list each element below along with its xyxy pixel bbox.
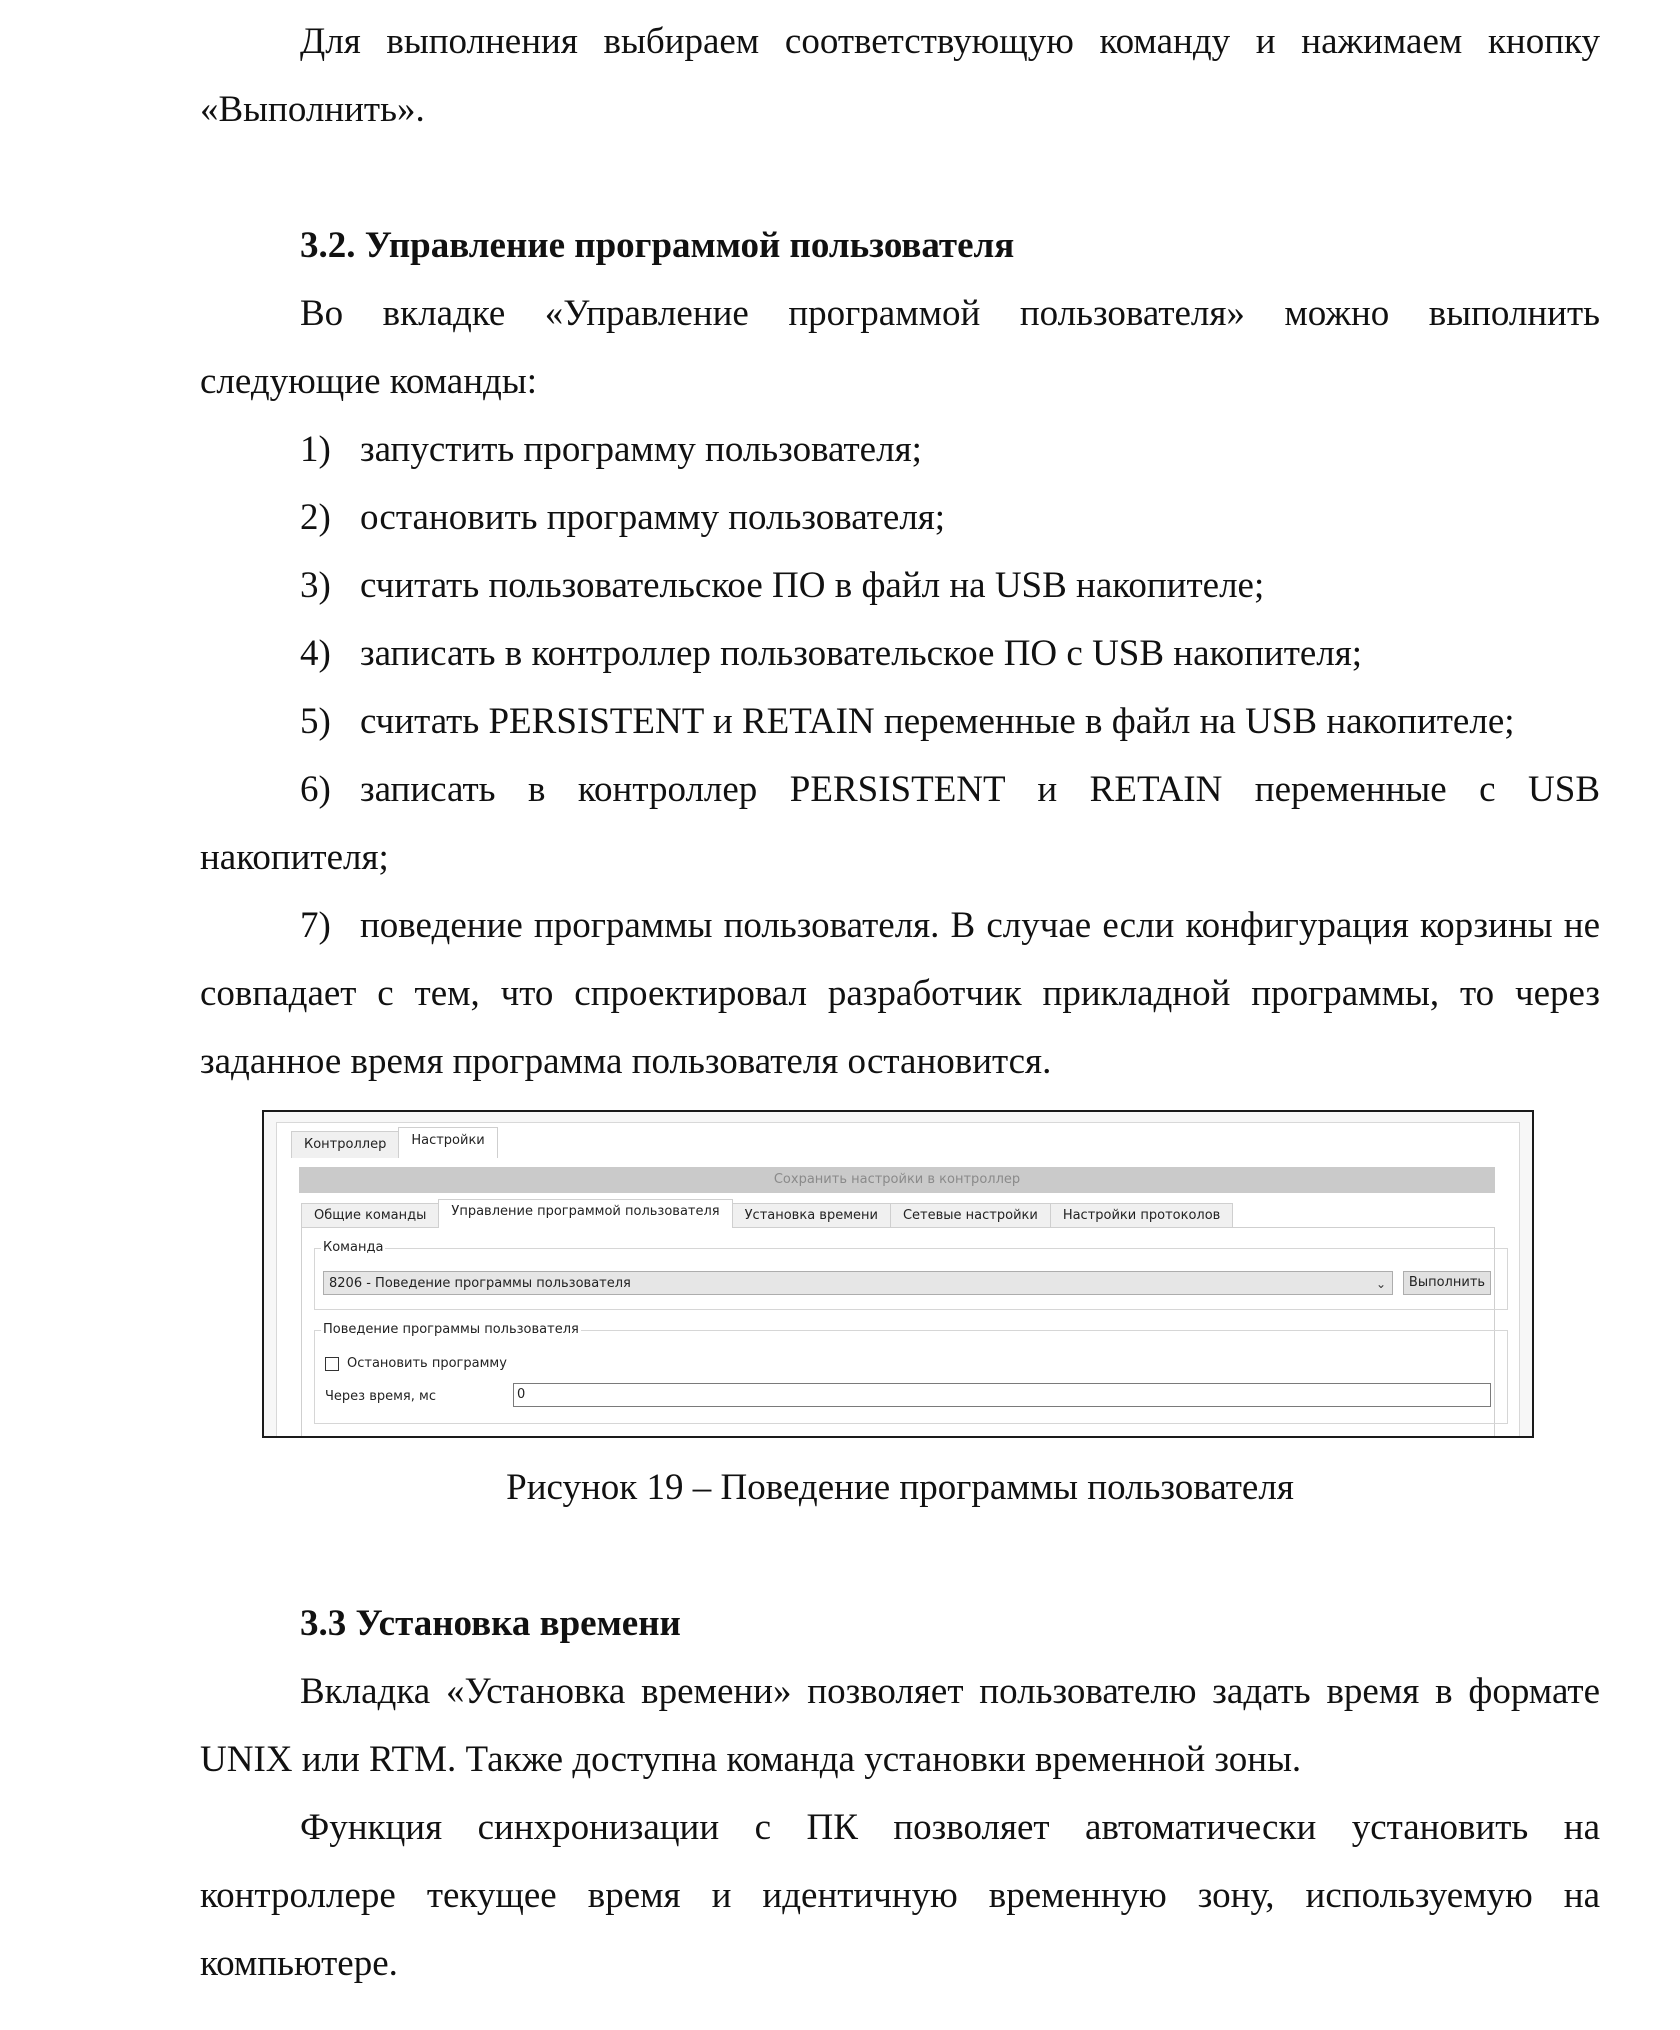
list-item: [200, 620, 1600, 688]
command-list: [200, 416, 1600, 1096]
command-group: [314, 1240, 1508, 1310]
tab-panel: [301, 1227, 1495, 1436]
command-group-title: Команда: [323, 1240, 384, 1255]
list-item: [200, 892, 1600, 1096]
inner-tab-bar: [301, 1203, 1232, 1227]
list-text: остановить программу пользователя;: [360, 497, 946, 538]
tab-protocol-settings[interactable]: Настройки протоколов: [1050, 1203, 1234, 1228]
list-text: записать в контроллер PERSISTENT и RETAIN переменные с USB накопителя;: [200, 769, 1600, 878]
figure-caption: Рисунок 19 – Поведение программы пользователя: [506, 1467, 1294, 1508]
list-text: записать в контроллер пользовательское ПО с USB накопителя;: [360, 633, 1363, 674]
stop-program-checkbox[interactable]: [325, 1357, 339, 1371]
list-number: 2): [300, 497, 331, 538]
behavior-group-title: Поведение программы пользователя: [323, 1322, 579, 1337]
delay-input[interactable]: 0: [513, 1383, 1491, 1407]
section-3-3-paragraph-2: Функция синхронизации с ПК позволяет автоматически установить на контроллере текущее время и идентичную временную зону, используемую на компьютере.: [200, 1807, 1600, 1984]
tab-network-settings[interactable]: Сетевые настройки: [890, 1203, 1051, 1228]
list-item: [200, 484, 1600, 552]
save-settings-button[interactable]: Сохранить настройки в контроллер: [299, 1167, 1495, 1193]
list-text: считать пользовательское ПО в файл на USB накопителе;: [360, 565, 1265, 606]
section-3-3-paragraph-1: Вкладка «Установка времени» позволяет пользователю задать время в формате UNIX или RTM. Также доступна команда установки временной зоны.: [200, 1671, 1600, 1780]
figure-screenshot: [262, 1110, 1534, 1438]
tab-user-program-control[interactable]: Управление программой пользователя: [438, 1199, 732, 1228]
command-select[interactable]: [323, 1271, 1393, 1295]
delay-label: Через время, мс: [325, 1389, 436, 1404]
list-item: [200, 552, 1600, 620]
intro-paragraph: Для выполнения выбираем соответствующую команду и нажимаем кнопку «Выполнить».: [200, 21, 1600, 130]
chevron-down-icon: ⌄: [1375, 1277, 1386, 1291]
list-number: 7): [300, 905, 331, 946]
top-tab-bar: [291, 1131, 497, 1157]
list-item: [200, 688, 1600, 756]
section-3-2-intro: Во вкладке «Управление программой пользователя» можно выполнить следующие команды:: [200, 293, 1600, 402]
command-select-value: 8206 - Поведение программы пользователя: [329, 1276, 631, 1291]
section-heading-3-2: 3.2. Управление программой пользователя: [300, 225, 1015, 266]
settings-window: [276, 1122, 1520, 1436]
tab-settings[interactable]: Настройки: [398, 1127, 497, 1158]
list-number: 6): [300, 769, 331, 810]
tab-time-setting[interactable]: Установка времени: [732, 1203, 891, 1228]
tab-general-commands[interactable]: Общие команды: [301, 1203, 439, 1228]
stop-program-label: Остановить программу: [347, 1356, 507, 1371]
list-item: [200, 756, 1600, 892]
list-number: 3): [300, 565, 331, 606]
execute-button[interactable]: Выполнить: [1403, 1271, 1491, 1295]
list-text: запустить программу пользователя;: [360, 429, 922, 470]
section-heading-3-3: 3.3 Установка времени: [300, 1603, 681, 1644]
behavior-group: [314, 1322, 1508, 1424]
list-item: [200, 416, 1600, 484]
list-number: 5): [300, 701, 331, 742]
list-text: поведение программы пользователя. В случае если конфигурация корзины не совпадает с тем, что спроектировал разработчик прикладной программы, то через заданное время программа пользователя остановится.: [200, 905, 1600, 1082]
list-number: 1): [300, 429, 331, 470]
list-number: 4): [300, 633, 331, 674]
tab-controller[interactable]: Контроллер: [291, 1131, 399, 1158]
list-text: считать PERSISTENT и RETAIN переменные в файл на USB накопителе;: [360, 701, 1515, 742]
